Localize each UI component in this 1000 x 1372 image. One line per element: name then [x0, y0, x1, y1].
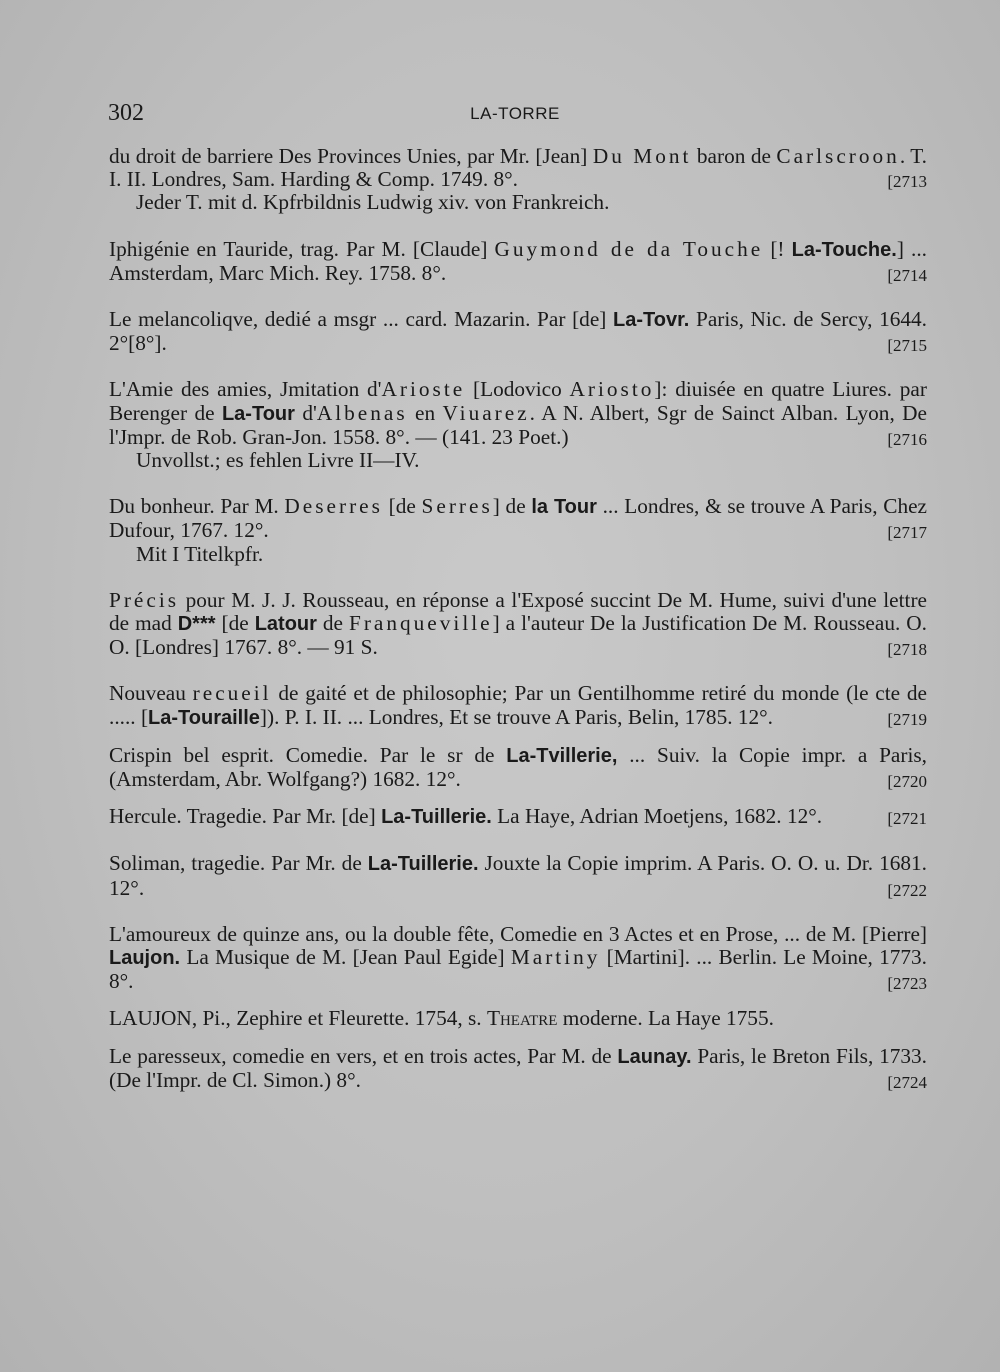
entry-text-run: L'Amie des amies, Jmitation d' — [109, 377, 382, 402]
entry-text-run: Jouxte la Copie imprim. A Paris. O. O. u. Dr. 1681. 12°. — [109, 851, 927, 900]
spaced-text: Deserres — [284, 494, 383, 519]
entry-text-run: ... Suiv. la Copie impr. a Paris, (Amsterdam, Abr. Wolfgang?) 1682. 12°. — [109, 742, 928, 792]
author-name: La-Tovr. — [613, 309, 690, 332]
bibliography-entry — [109, 495, 927, 566]
entry-text-run: [Lodovico — [465, 377, 570, 402]
entry-number: [2721 — [887, 809, 927, 829]
entry-number: [2724 — [887, 1072, 927, 1092]
entry-text — [109, 805, 927, 829]
entry-text — [109, 495, 927, 542]
entry-note: Unvollst.; es fehlen Livre II—IV. — [136, 448, 420, 473]
entry-text-run: Iphigénie en Tauride, trag. Par M. [Claude] — [109, 236, 495, 261]
entry-text-run: L'amoureux de quinze ans, ou la double fête, Comedie en 3 Actes et en Prose, ... de M. [Pierre] — [109, 921, 927, 946]
entry-text — [109, 682, 927, 729]
bibliography-entries — [109, 145, 927, 1115]
entry-text-run: ]: diuisée en quatre Liures. par Berenger de — [109, 377, 927, 425]
spaced-text: Arioste — [381, 377, 466, 402]
author-name: Latour — [254, 613, 317, 636]
spaced-text: Précis — [109, 587, 180, 612]
entry-text — [109, 852, 927, 899]
spaced-text: Carlscroon — [776, 144, 900, 168]
entry-text-run: ] de — [492, 494, 532, 519]
author-name: La-Touraille — [148, 706, 260, 729]
entry-text-run: [Martini]. ... Berlin. Le Moine, 1773. 8°. — [109, 945, 927, 994]
spaced-text: Viuarez — [442, 400, 530, 425]
entry-number: [2722 — [887, 880, 927, 900]
spaced-text: Franqueville — [348, 611, 493, 636]
author-name: la Tour — [531, 496, 597, 519]
entry-text — [109, 238, 927, 285]
author-name: Laujon. — [109, 947, 181, 970]
author-name: D*** — [177, 613, 216, 636]
author-name: La-Tour — [221, 402, 295, 425]
bibliography-entry — [109, 145, 927, 215]
entry-text-run: La Haye, Adrian Moetjens, 1682. 12°. — [491, 804, 823, 829]
entry-number: [2719 — [887, 709, 927, 729]
entry-text-run: . A N. Albert, Sgr de Sainct Alban. Lyon, De l'Jmpr. de Rob. Gran-Jon. 1558. 8°. — (141. 23 Poet.) — [109, 400, 928, 449]
bibliography-entry — [109, 308, 927, 355]
spaced-text: Du Mont — [592, 144, 692, 168]
entry-text-run: Paris, Nic. de Sercy, 1644. 2°[8°]. — [109, 307, 927, 356]
bibliography-entry — [109, 744, 927, 791]
author-name: La-Tvillerie, — [506, 744, 618, 767]
entry-text-run: [! — [763, 236, 792, 261]
entry-number: [2720 — [887, 772, 927, 792]
spaced-text: Albenas — [316, 400, 408, 425]
entry-number: [2714 — [887, 265, 927, 285]
author-name: Launay. — [617, 1045, 692, 1068]
entry-number: [2716 — [887, 429, 927, 449]
bibliography-entry — [109, 589, 927, 660]
entry-text-run: Crispin bel esprit. Comedie. Par le sr de — [109, 742, 507, 767]
entry-note: Mit I Titelkpfr. — [136, 541, 264, 566]
spaced-text: Martiny — [510, 945, 601, 970]
entry-text — [109, 308, 927, 355]
running-head: LA-TORRE — [470, 104, 560, 123]
entry-text — [109, 378, 927, 449]
entry-text — [109, 145, 927, 191]
spaced-text: Ariosto — [569, 377, 655, 402]
author-name: La-Tuillerie. — [367, 853, 479, 876]
entry-text-run: en — [407, 400, 443, 425]
bibliography-entry — [109, 923, 927, 994]
entry-text-run: pour M. J. J. Rousseau, en réponse a l'Exposé succint De M. Hume, suivi d'une lettre de mad — [109, 587, 927, 636]
entry-text — [109, 1045, 927, 1092]
entry-text-run: [de — [382, 494, 422, 519]
entry-text-run: du droit de barriere Des Provinces Unies, par Mr. [Jean] — [109, 144, 593, 168]
bibliography-entry — [109, 852, 927, 899]
entry-text — [109, 744, 927, 791]
entry-text-run: Paris, le Breton Fils, 1733. (De l'Impr. de Cl. Simon.) 8°. — [109, 1043, 927, 1092]
spaced-text: recueil — [192, 681, 272, 706]
page-number: 302 — [108, 100, 144, 126]
entry-text-run: . T. I. II. Londres, Sam. Harding & Comp. 1749. 8°. — [109, 144, 927, 192]
entry-text-run: baron de — [691, 144, 777, 168]
bibliography-entry — [109, 378, 927, 472]
entry-text — [109, 1007, 927, 1030]
entry-number: [2723 — [887, 974, 927, 994]
spaced-text: Guymond de da Touche — [494, 236, 764, 261]
entry-text-run: d' — [294, 400, 317, 425]
entry-text-run: de — [316, 611, 349, 636]
author-name: La-Tuillerie. — [381, 806, 492, 829]
entry-number: [2717 — [887, 523, 927, 543]
bibliography-entry — [109, 682, 927, 729]
entry-text-run: Hercule. Tragedie. Par Mr. [de] — [109, 804, 382, 829]
spaced-text: Serres — [421, 494, 493, 519]
bibliography-entry — [109, 1045, 927, 1092]
entry-number: [2715 — [887, 336, 927, 356]
entry-text-run: [de — [215, 611, 255, 636]
entry-text-run: ... Londres, & se trouve A Paris, Chez Dufour, 1767. 12°. — [109, 494, 927, 543]
entry-text — [109, 923, 927, 994]
entry-text-run: Le melancoliqve, dedié a msgr ... card. Mazarin. Par [de] — [109, 307, 614, 332]
entry-text-run: Le paresseux, comedie en vers, et en trois actes, Par M. de — [109, 1043, 618, 1068]
author-name: La-Touche. — [791, 238, 897, 261]
entry-text-run: ] a l'auteur De la Justification De M. Rousseau. O. O. [Londres] 1767. 8°. — 91 S. — [109, 611, 927, 660]
bibliography-entry — [109, 805, 927, 829]
entry-text-run: La Musique de M. [Jean Paul Egide] — [180, 945, 511, 970]
entry-number: [2713 — [887, 172, 927, 192]
bibliography-entry — [109, 238, 927, 285]
bibliography-entry — [109, 1007, 927, 1030]
entry-text-run: ] ... Amsterdam, Marc Mich. Rey. 1758. 8°. — [109, 236, 927, 285]
entry-text-run: ]). P. I. II. ... Londres, Et se trouve A Paris, Belin, 1785. 12°. — [259, 704, 774, 729]
entry-number: [2718 — [887, 640, 927, 660]
entry-note: Jeder T. mit d. Kpfrbildnis Ludwig xiv. von Frankreich. — [136, 190, 610, 215]
page-header — [108, 100, 922, 130]
entry-text-run: Nouveau — [109, 681, 193, 706]
entry-text-run: de gaité et de philosophie; Par un Gentilhomme retiré du monde (le cte de ..... [ — [109, 681, 927, 729]
entry-text-run: Du bonheur. Par M. — [109, 494, 285, 519]
entry-text-run: Theatre — [486, 1006, 558, 1031]
entry-text-run: Soliman, tragedie. Par Mr. de — [109, 851, 368, 876]
entry-text — [109, 589, 927, 660]
entry-text-run: LAUJON, Pi., Zephire et Fleurette. 1754, s. — [109, 1006, 487, 1031]
entry-text-run: moderne. La Haye 1755. — [557, 1006, 774, 1031]
